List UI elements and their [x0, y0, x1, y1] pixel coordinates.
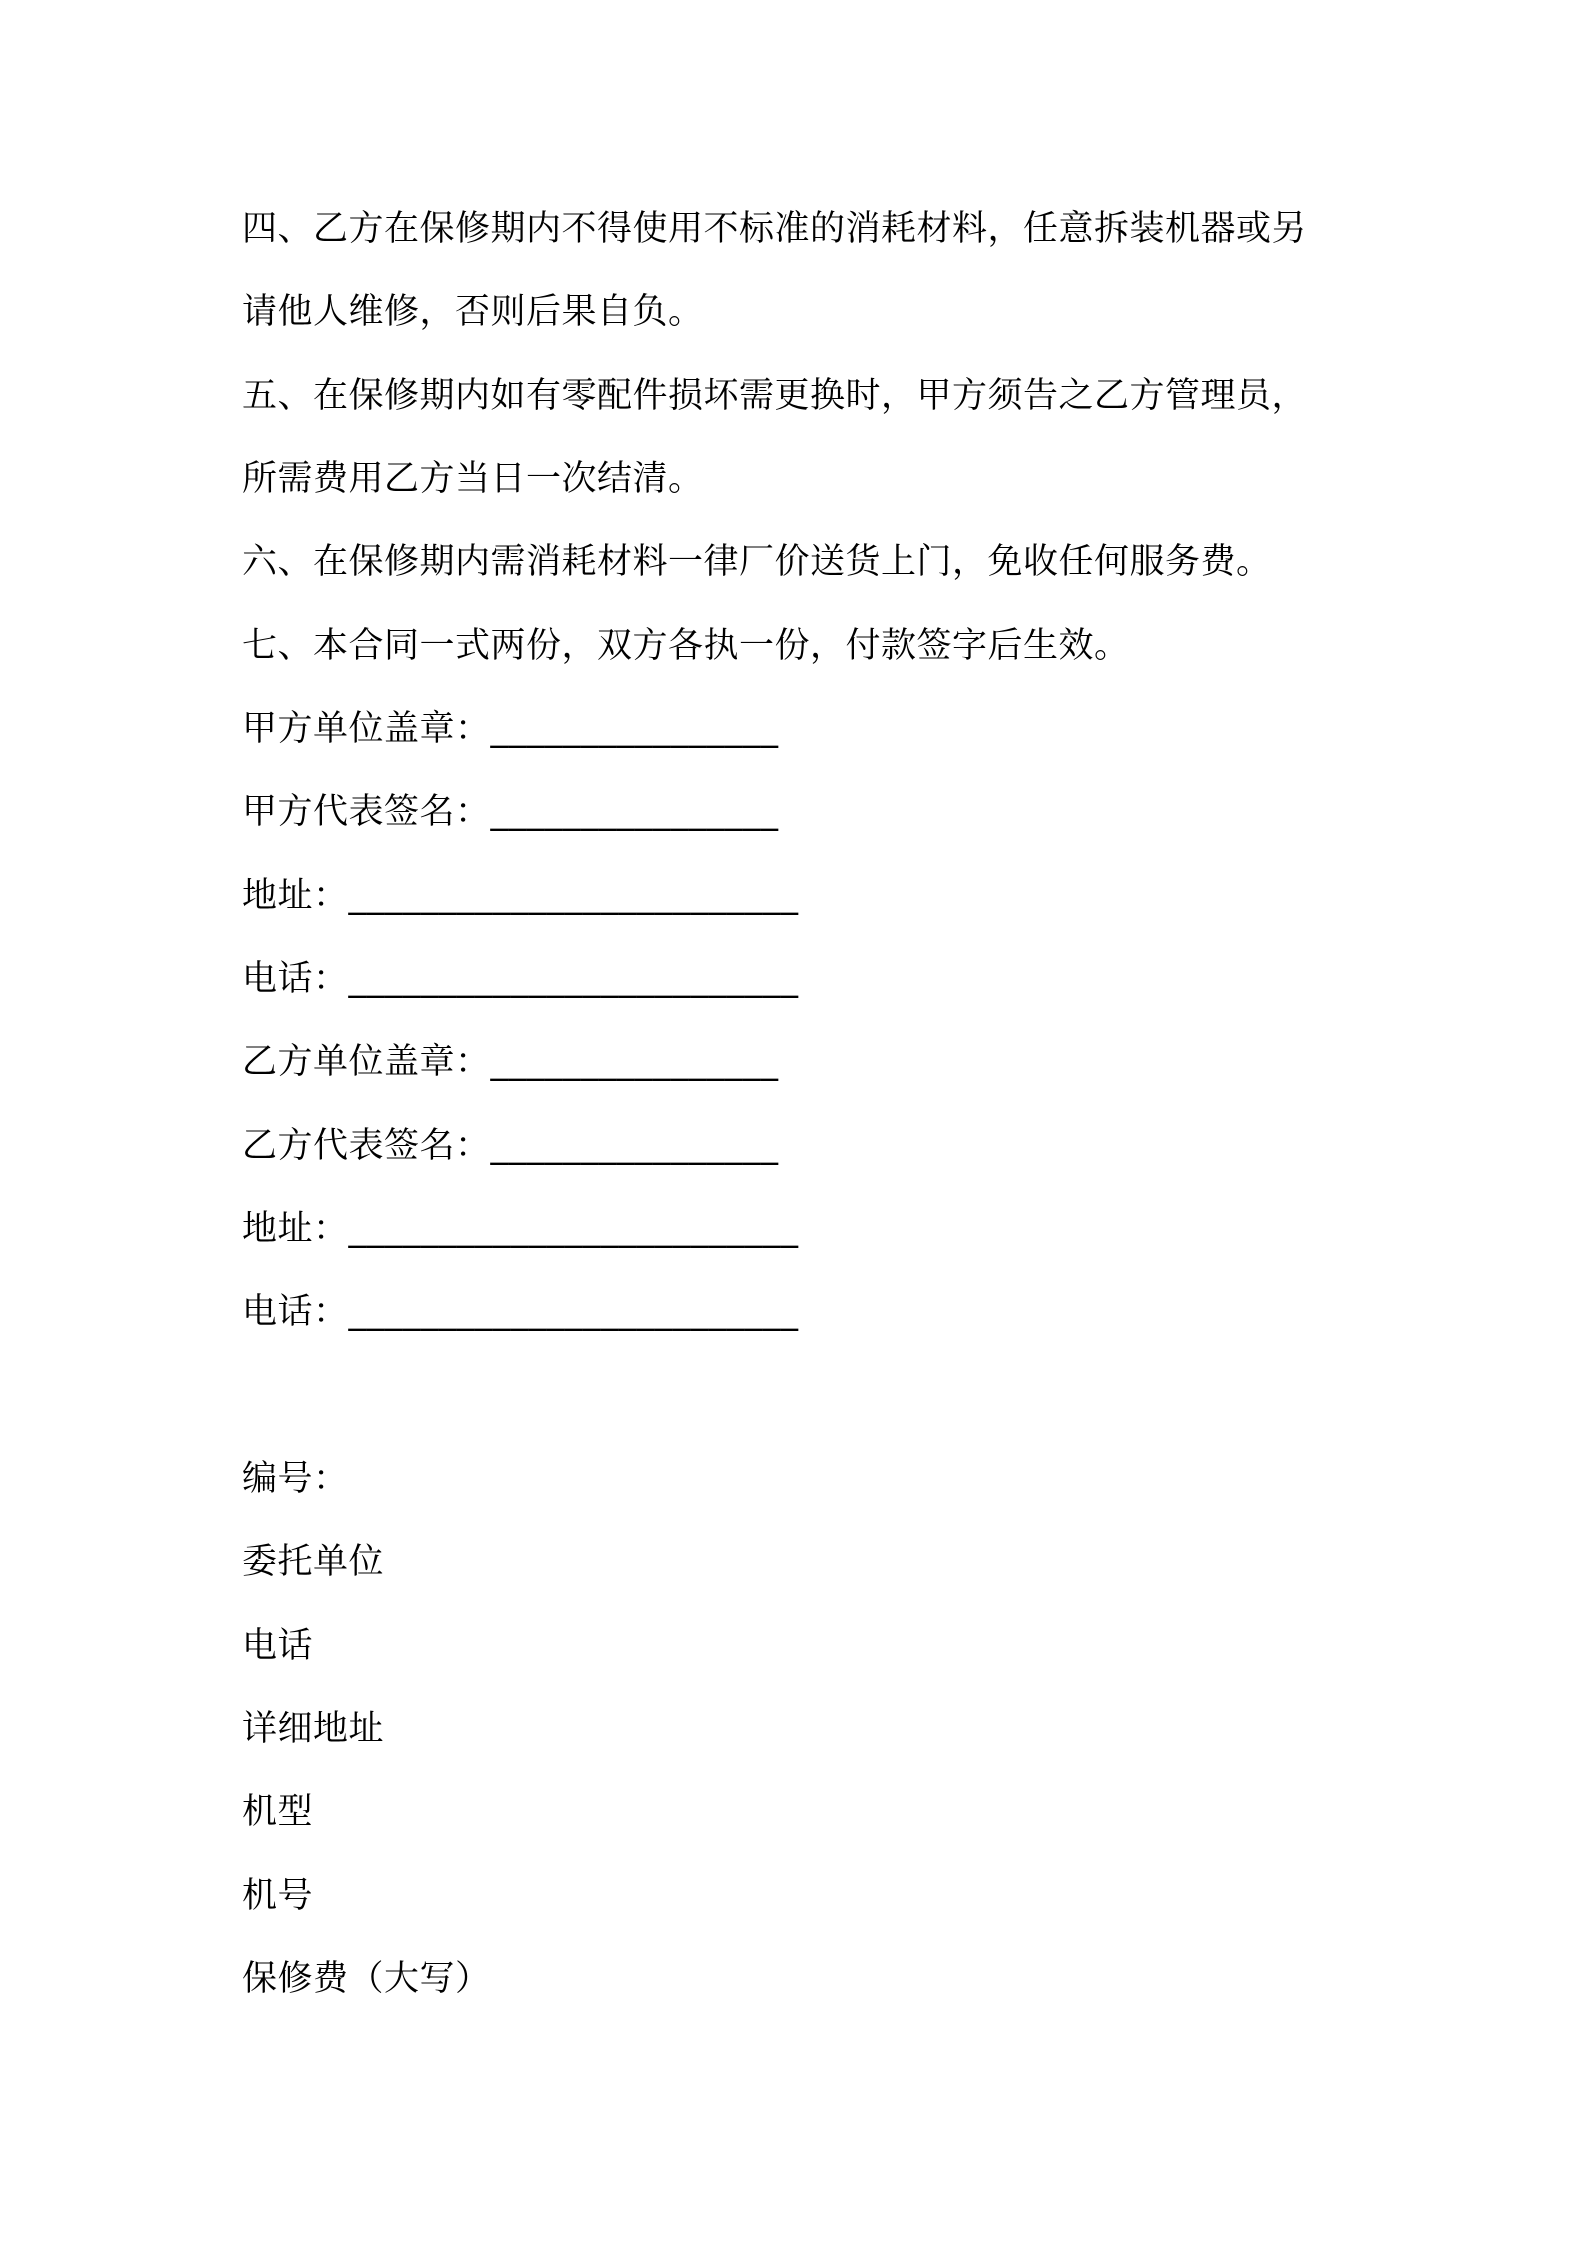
clause-7: 七、本合同一式两份，双方各执一份，付款签字后生效。 — [242, 626, 1130, 666]
form-address-label: 详细地址 — [242, 1709, 385, 1749]
clause-6: 六、在保修期内需消耗材料一律厂价送货上门，免收任何服务费。 — [242, 542, 1272, 582]
clause-5-line-2: 所需费用乙方当日一次结清。 — [242, 459, 704, 499]
party-b-address-field: 地址：_________________________ — [242, 1209, 799, 1249]
party-b-seal-field: 乙方单位盖章：________________ — [242, 1042, 779, 1082]
party-a-phone-field: 电话：_________________________ — [242, 959, 799, 999]
form-warranty-fee-label: 保修费（大写） — [242, 1959, 491, 1999]
party-a-signature-field: 甲方代表签名：________________ — [242, 792, 779, 832]
form-client-unit-label: 委托单位 — [242, 1542, 385, 1582]
clause-4-line-1: 四、乙方在保修期内不得使用不标准的消耗材料，任意拆装机器或另 — [242, 209, 1308, 249]
party-b-signature-field: 乙方代表签名：________________ — [242, 1126, 779, 1166]
clause-5-line-1: 五、在保修期内如有零配件损坏需更换时，甲方须告之乙方管理员， — [242, 376, 1308, 416]
form-phone-label: 电话 — [242, 1626, 314, 1666]
party-a-seal-field: 甲方单位盖章：________________ — [242, 709, 779, 749]
clause-4-line-2: 请他人维修，否则后果自负。 — [242, 292, 704, 332]
party-a-address-field: 地址：_________________________ — [242, 876, 799, 916]
form-serial-label: 机号 — [242, 1876, 314, 1916]
form-number-label: 编号： — [242, 1459, 349, 1499]
form-model-label: 机型 — [242, 1792, 314, 1832]
party-b-phone-field: 电话：_________________________ — [242, 1292, 799, 1332]
